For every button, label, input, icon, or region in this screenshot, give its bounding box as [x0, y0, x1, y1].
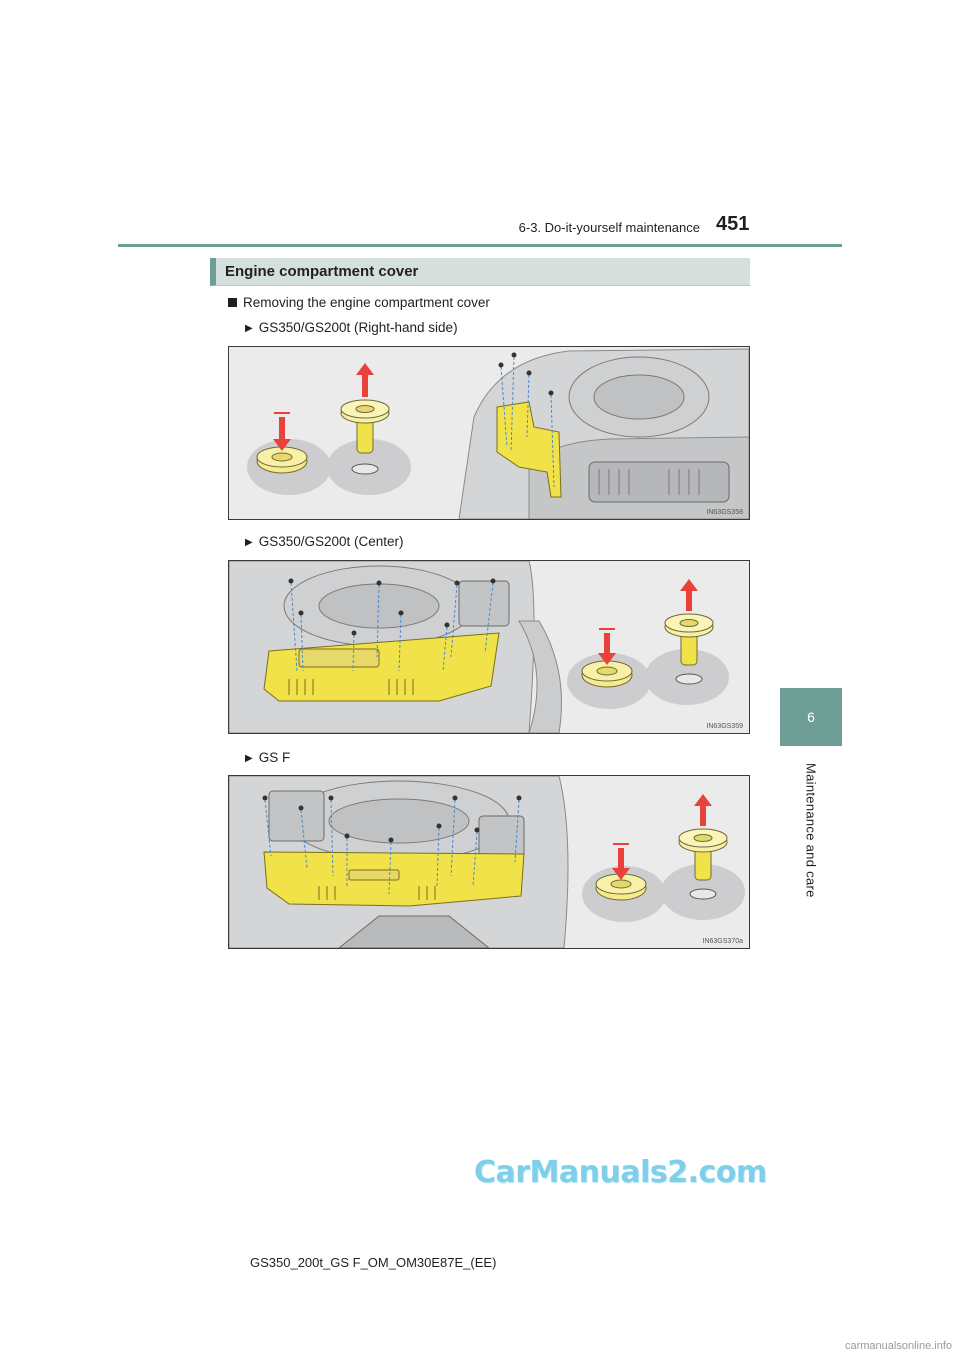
figure-center — [228, 560, 750, 734]
variant-label-right-side — [245, 320, 458, 335]
engine-bay-illustration — [229, 776, 749, 948]
variant-label-text: GS350/GS200t (Right-hand side) — [258, 320, 458, 335]
subheading-text: Removing the engine compartment cover — [243, 295, 490, 310]
subheading — [228, 295, 490, 310]
site-stamp: carmanualsonline.info — [844, 1340, 952, 1352]
triangle-bullet-icon: ▶ — [245, 753, 253, 764]
chapter-label — [780, 750, 842, 910]
variant-label-gsf — [245, 750, 290, 765]
chapter-title: Maintenance and care — [803, 762, 819, 898]
variant-label-text: GS350/GS200t (Center) — [258, 534, 404, 549]
variant-label-center — [245, 534, 404, 549]
variant-label-text: GS F — [258, 750, 291, 765]
chapter-tab: 6 — [780, 688, 842, 746]
running-header-title: 6-3. Do-it-yourself maintenance — [518, 220, 700, 235]
document-code: GS350_200t_GS F_OM_OM30E87E_(EE) — [250, 1255, 497, 1270]
figure-code: IN63GS370a — [702, 938, 743, 945]
square-bullet-icon — [228, 298, 237, 307]
triangle-bullet-icon: ▶ — [245, 537, 253, 548]
watermark-logo[interactable]: CarManuals2.com — [474, 1155, 767, 1190]
figure-right-side — [228, 346, 750, 520]
figure-gsf — [228, 775, 750, 949]
section-title: Engine compartment cover — [225, 263, 419, 280]
engine-bay-illustration — [229, 347, 749, 519]
section-header — [210, 258, 750, 286]
figure-code: IN63GS358 — [706, 509, 743, 516]
engine-bay-illustration — [229, 561, 749, 733]
page-number: 451 — [716, 213, 750, 235]
header-rule — [118, 244, 842, 247]
figure-code: IN63GS359 — [706, 723, 743, 730]
triangle-bullet-icon: ▶ — [245, 323, 253, 334]
